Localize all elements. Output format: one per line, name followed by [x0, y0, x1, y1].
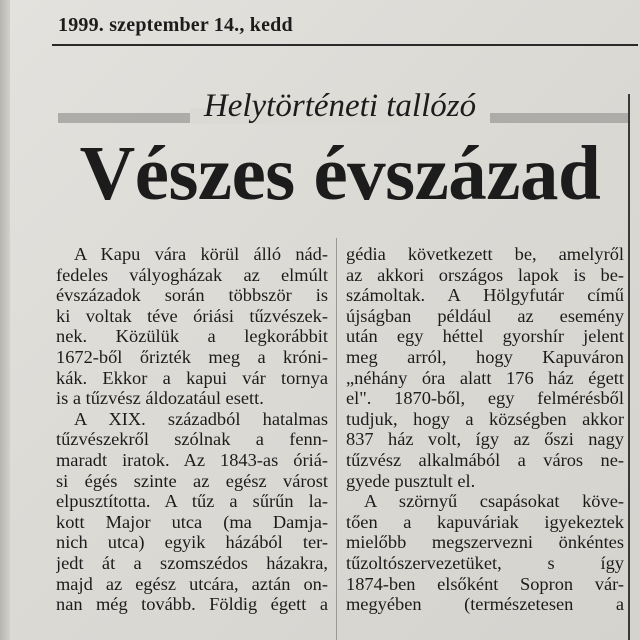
article-line: meg arról, hogy Kapuváron	[346, 346, 624, 367]
article-line: újságban például az esemény	[346, 305, 624, 326]
article-line: kott Major utca (ma Damja-	[56, 511, 328, 532]
article-line: 1672-ből őrizték meg a króni-	[56, 346, 328, 367]
article-line: kák. Ekkor a kapui vár tornya	[56, 367, 328, 388]
article-line: tően a kapuváriak igyekeztek	[346, 511, 624, 532]
article-line: „néhány óra alatt 176 ház égett	[346, 367, 624, 388]
article-line: 837 ház volt, így az őszi nagy	[346, 429, 624, 450]
left-column	[56, 244, 328, 615]
article-line: az akkori országos lapok is be-	[346, 264, 624, 285]
kicker-text: Helytörténeti tallózó	[190, 88, 490, 124]
article-line: 1874-ben elsőként Sopron vár-	[346, 573, 624, 594]
article-line: is a tűzvész áldozatául esett.	[56, 388, 264, 409]
article-line: ki voltak téve óriási tűzvészek-	[56, 305, 328, 326]
article-line: A Kapu vára körül álló nád-	[74, 244, 328, 264]
article-line: maradt iratok. Az 1843-as óriá-	[56, 449, 328, 470]
article-line: A szörnyű csapásokat köve-	[364, 491, 624, 512]
article-line: elpusztította. A tűz a sűrűn la-	[56, 491, 328, 512]
top-rule	[52, 44, 638, 46]
kicker-line	[0, 88, 640, 125]
article-line: nan még tovább. Földig égett a	[56, 594, 328, 615]
right-border-rule	[628, 94, 630, 640]
article-line: tűzvészekről szólnak a fenn-	[56, 429, 328, 450]
article-line: mielőbb megszervezni önkéntes	[346, 532, 624, 553]
dateline: 1999. szeptember 14., kedd	[58, 14, 293, 36]
article-line: nich utca) egyik házából ter-	[56, 532, 328, 553]
article-line: el". 1870-ből, egy felmérésből	[346, 388, 624, 409]
article-line: megyében (természetesen a	[346, 594, 624, 615]
article-line: A XIX. századból hatalmas	[74, 408, 328, 429]
article-line: számoltak. A Hölgyfutár című	[346, 285, 624, 306]
column-divider	[336, 238, 337, 640]
right-column	[346, 244, 624, 615]
headline: Vészes évszázad	[79, 130, 601, 216]
article-line: fedeles vályogházak az elmúlt	[56, 264, 328, 285]
article-line: si égés szinte az egész várost	[56, 470, 328, 491]
article-line: gédia következett be, amelyről	[346, 244, 624, 264]
article-line: gyede pusztult el.	[346, 470, 476, 491]
article-line: majd az egész utcára, aztán on-	[56, 573, 328, 594]
article-line: tűzoltószervezetüket, s így	[346, 552, 624, 573]
article-line: évszázadok során többször is	[56, 285, 328, 306]
article-line: tűzvész alkalmából a város ne-	[346, 449, 624, 470]
article-line: jedt át a szomszédos házakra,	[56, 552, 328, 573]
article-line: tudjuk, hogy a községben akkor	[346, 408, 624, 429]
article-line: után egy héttel gyorshír jelent	[346, 326, 624, 347]
article-line: nek. Közülük a legkorábbit	[56, 326, 328, 347]
